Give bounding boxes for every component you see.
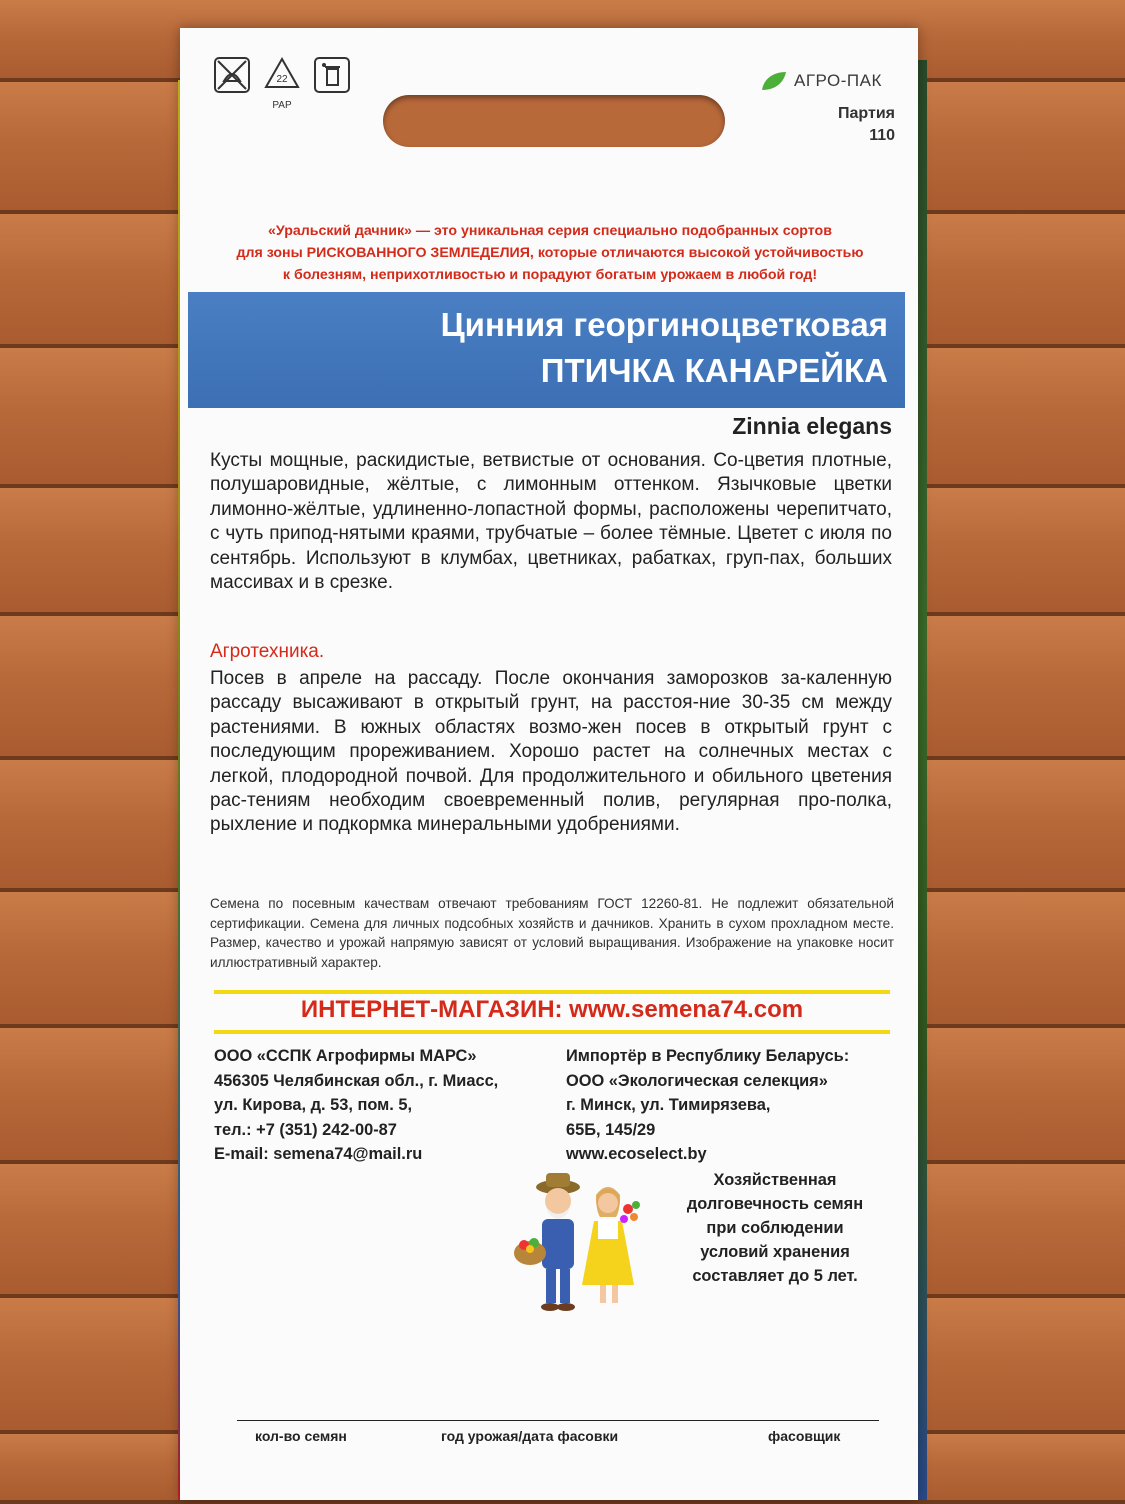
leaf-icon — [760, 70, 788, 92]
description: Кусты мощные, раскидистые, ветвистые от основания. Со-цветия плотные, полушаровидные, жёлтые, с лимонным оттенком. Язычковые цветки лимонно-жёлтые, удлиненно-лопастной формы, расположены черепитчато, с чуть припод-нятыми краями, трубчатые – более тёмные. Цветет с июля по сентябрь. Используют в клумбах, цветниках, рабатках, груп-пах, больших массивах и в срезке. — [210, 450, 892, 594]
producer-street: ул. Кирова, д. 53, пом. 5, — [214, 1096, 413, 1114]
producer-email[interactable]: E-mail: semena74@mail.ru — [214, 1145, 423, 1163]
shop-link[interactable]: ИНТЕРНЕТ-МАГАЗИН: www.semena74.com — [300, 996, 804, 1023]
intro-line-3: к болезням, неприхотливостью и порадуют богатым урожаем в любой год! — [282, 267, 818, 283]
farmers-illustration — [510, 1165, 650, 1320]
brand-name: АГРО-ПАК — [794, 71, 882, 90]
latin-name: Zinnia elegans — [732, 413, 892, 439]
longevity-line-4: условий хранения — [700, 1243, 850, 1261]
importer-address — [566, 1044, 906, 1167]
importer-city: г. Минск, ул. Тимирязева, — [566, 1096, 771, 1114]
batch-number: 110 — [869, 127, 895, 144]
seeds-count-label: кол-во семян — [255, 1428, 347, 1444]
importer-heading: Импортёр в Республику Беларусь: — [566, 1047, 850, 1065]
intro-line-2: для зоны РИСКОВАННОГО ЗЕМЛЕДЕЛИЯ, которые отличаются высокой устойчивостью — [236, 245, 864, 261]
footer-rule — [237, 1420, 879, 1421]
product-title: Цинния георгиноцветковая — [440, 306, 888, 343]
longevity-line-5: составляет до 5 лет. — [692, 1267, 858, 1285]
package-icons — [212, 55, 352, 111]
hang-hole — [383, 95, 725, 147]
no-burn-icon — [212, 55, 252, 95]
importer-name: ООО «Экологическая селекция» — [566, 1071, 828, 1090]
producer-phone: тел.: +7 (351) 242-00-87 — [214, 1120, 397, 1139]
longevity-line-2: долговечность семян — [686, 1195, 864, 1213]
legal-notice: Семена по посевным качествам отвечают требованиям ГОСТ 12260-81. Не подлежит обязательной сертификации. Семена для личных подсобных хозяйств и дачников. Хранить в сухом прохладном месте. Размер, качество и урожай напрямую зависят от условий выращивания. Изображение на упаковке носит иллюстративный характер. — [210, 896, 894, 970]
longevity-line-3: при соблюдении — [706, 1219, 844, 1237]
intro-line-1: «Уральский дачник» — это уникальная серия специально подобранных сортов — [268, 223, 832, 239]
trash-bin-icon — [312, 55, 352, 95]
packer-label: фасовщик — [768, 1428, 841, 1444]
importer-building: 65Б, 145/29 — [566, 1120, 656, 1139]
batch-info — [790, 103, 895, 147]
recycling-pap-icon — [262, 55, 302, 111]
brand-logo — [760, 70, 882, 92]
series-intro — [200, 220, 900, 286]
producer-city: 456305 Челябинская обл., г. Миасс, — [214, 1071, 499, 1090]
producer-address — [214, 1044, 564, 1167]
seed-longevity — [655, 1168, 895, 1288]
recycling-label: PAP — [272, 100, 292, 111]
recycling-code: 22 — [276, 74, 288, 85]
agrotech-heading: Агротехника. — [210, 641, 325, 662]
importer-website[interactable]: www.ecoselect.by — [566, 1145, 707, 1163]
longevity-line-1: Хозяйственная — [713, 1171, 837, 1189]
harvest-date-label: год урожая/дата фасовки — [441, 1428, 619, 1444]
agrotech-text: Посев в апреле на рассаду. После окончания заморозков за-каленную рассаду высаживают в открытый грунт, на расстоя-ние 30-35 см между растениями. В южных областях возмо-жен посев в открытый грунт с последующим прореживанием. Хорошо растет на солнечных местах с легкой, плодородной почвой. Для продолжительного и обильного цветения рас-тениям необходим своевременный полив, регулярная про-полка, рыхление и подкормка минеральными удобрениями. — [210, 668, 892, 836]
batch-label: Партия — [838, 105, 895, 122]
product-variety: ПТИЧКА КАНАРЕЙКА — [540, 352, 888, 389]
producer-name: ООО «ССПК Агрофирмы МАРС» — [214, 1047, 477, 1065]
